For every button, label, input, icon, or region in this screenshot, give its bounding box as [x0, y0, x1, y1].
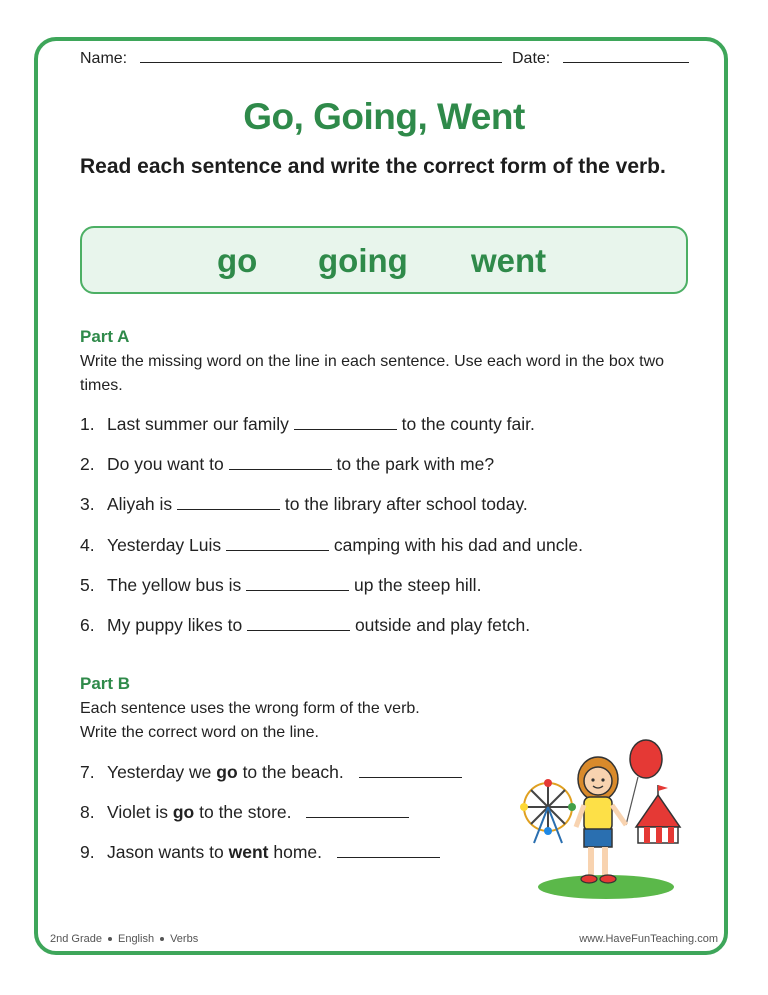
question-text: to the park with me? — [336, 454, 495, 474]
part-b-directions-1: Each sentence uses the wrong form of the verb. — [80, 700, 420, 717]
name-line[interactable] — [140, 62, 502, 63]
question-text: up the steep hill. — [353, 575, 482, 595]
bullet-icon — [160, 937, 164, 941]
footer-topic: Verbs — [170, 933, 199, 945]
question-9 — [80, 842, 440, 863]
question-number: 5. — [80, 575, 95, 595]
question-text: to the store. — [199, 802, 292, 822]
question-text: to the beach. — [242, 762, 344, 782]
question-1 — [80, 414, 535, 435]
date-line[interactable] — [563, 62, 689, 63]
question-text: Yesterday we — [107, 762, 212, 782]
word-bank-go: go — [217, 242, 258, 279]
name-label: Name: — [80, 50, 128, 67]
question-number: 1. — [80, 414, 95, 434]
question-text: Jason wants to — [107, 842, 224, 862]
question-8 — [80, 802, 409, 823]
wrong-verb: went — [228, 842, 269, 862]
answer-blank[interactable] — [229, 455, 332, 470]
question-text: outside and play fetch. — [354, 615, 531, 635]
name-field — [80, 50, 502, 68]
question-5 — [80, 575, 481, 596]
girl-icon — [576, 757, 626, 883]
main-instruction: Read each sentence and write the correct form of the verb. — [80, 155, 666, 178]
footer-site[interactable]: www.HaveFunTeaching.com — [579, 933, 718, 945]
question-number: 8. — [80, 802, 95, 822]
word-bank-going: going — [318, 242, 408, 279]
question-text: Do you want to — [107, 454, 224, 474]
question-number: 9. — [80, 842, 95, 862]
answer-blank[interactable] — [294, 415, 397, 430]
bullet-icon — [108, 937, 112, 941]
question-text: home. — [273, 842, 322, 862]
question-number: 3. — [80, 494, 95, 514]
question-7 — [80, 762, 462, 783]
date-field — [512, 50, 689, 68]
question-number: 4. — [80, 535, 95, 555]
question-number: 7. — [80, 762, 95, 782]
question-number: 2. — [80, 454, 95, 474]
question-text: camping with his dad and uncle. — [333, 535, 583, 555]
page-title: Go, Going, Went — [243, 96, 525, 137]
footer-subject: English — [117, 933, 155, 945]
wrong-verb: go — [172, 802, 195, 822]
question-2 — [80, 454, 494, 475]
date-label: Date: — [512, 50, 551, 67]
question-number: 6. — [80, 615, 95, 635]
question-text: Aliyah is — [107, 494, 173, 514]
question-3 — [80, 494, 528, 515]
circus-tent-icon — [636, 785, 680, 843]
answer-blank[interactable] — [226, 536, 329, 551]
answer-blank[interactable] — [337, 843, 440, 858]
word-bank-went: went — [471, 242, 547, 279]
word-bank — [80, 226, 688, 294]
question-text: The yellow bus is — [107, 575, 242, 595]
part-b-heading: Part B — [80, 674, 131, 693]
part-b-directions-2: Write the correct word on the line. — [80, 724, 319, 741]
part-a-heading: Part A — [80, 327, 130, 346]
fair-illustration — [518, 735, 694, 903]
question-text: to the county fair. — [401, 414, 535, 434]
answer-blank[interactable] — [177, 495, 280, 510]
question-text: My puppy likes to — [107, 615, 243, 635]
footer-tags — [50, 933, 198, 945]
question-text: Violet is — [107, 802, 168, 822]
question-6 — [80, 615, 530, 636]
footer-grade: 2nd Grade — [50, 933, 102, 945]
question-text: to the library after school today. — [284, 494, 528, 514]
part-a-directions: Write the missing word on the line in each sentence. Use each word in the box two times. — [80, 353, 665, 394]
answer-blank[interactable] — [247, 616, 350, 631]
answer-blank[interactable] — [306, 803, 409, 818]
question-text: Last summer our family — [107, 414, 289, 434]
answer-blank[interactable] — [359, 763, 462, 778]
question-text: Yesterday Luis — [107, 535, 222, 555]
answer-blank[interactable] — [246, 576, 349, 591]
wrong-verb: go — [216, 762, 238, 782]
question-4 — [80, 535, 583, 556]
